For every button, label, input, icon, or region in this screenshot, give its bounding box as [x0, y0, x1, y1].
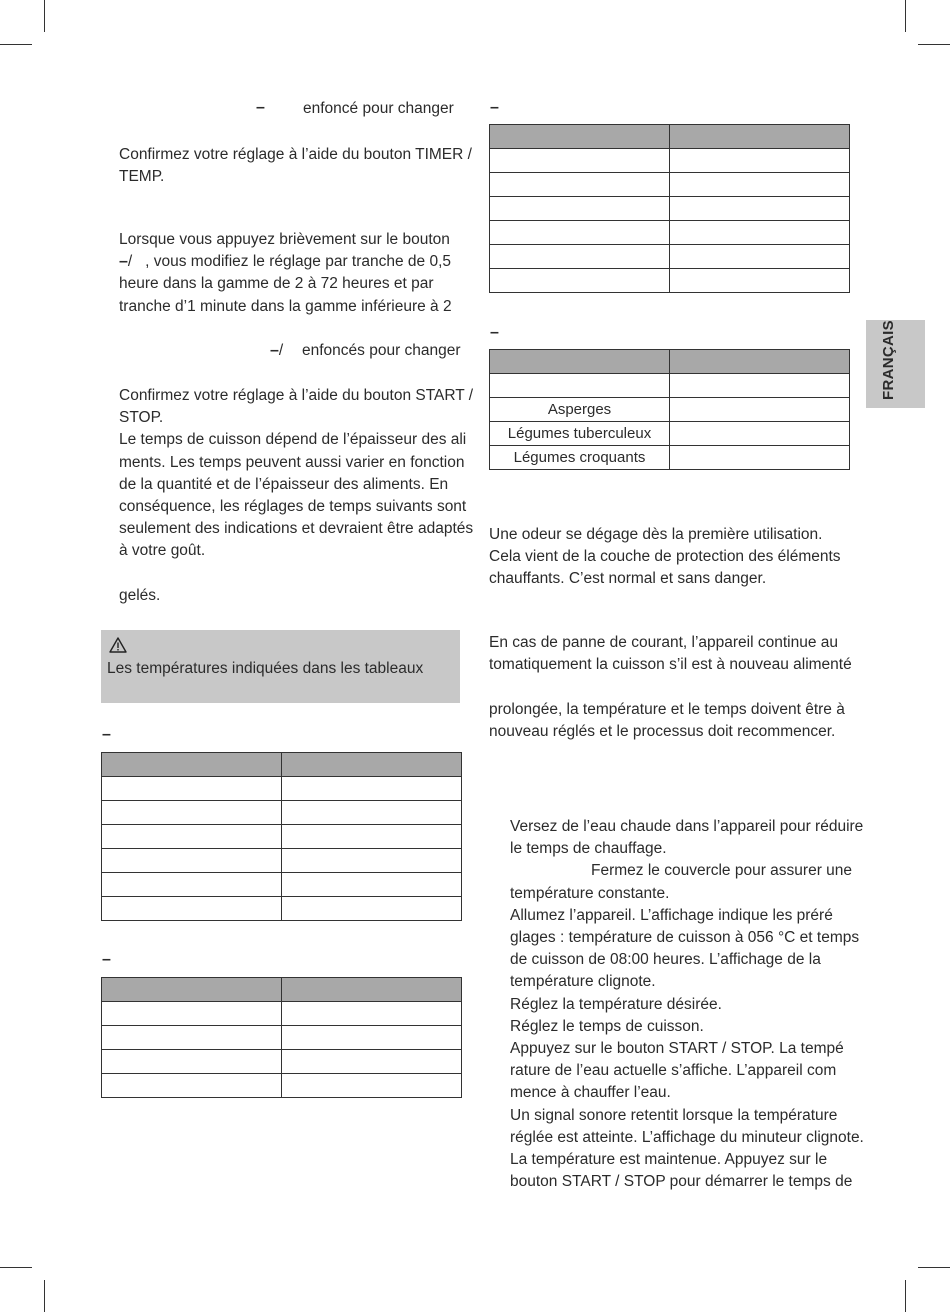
settings-table	[101, 977, 462, 1098]
table-cell	[670, 197, 850, 221]
crop-mark	[918, 1267, 950, 1268]
text-line: ments. Les temps peuvent aussi varier en fonction	[119, 453, 465, 471]
text-line: gelés.	[119, 587, 161, 604]
text-line: La température est maintenue. Appuyez sur le	[510, 1151, 828, 1169]
text-line: –/	[270, 342, 284, 359]
crop-mark	[0, 1267, 32, 1268]
table-cell	[102, 873, 282, 897]
paragraph-power-failure	[489, 632, 852, 676]
table-cell	[282, 777, 462, 801]
table-cell	[282, 1002, 462, 1026]
settings-table	[101, 752, 462, 921]
table-row	[102, 897, 462, 921]
text-fragment: Fermez le couvercle pour assurer une	[591, 862, 853, 880]
table-cell	[670, 149, 850, 173]
text-line: bouton START / STOP pour démarrer le temps de	[510, 1173, 853, 1191]
text-line: de cuisson de 08:00 heures. L’affichage de la	[510, 951, 821, 969]
text-line: réglée est atteinte. L’affichage du minuteur clignote.	[510, 1128, 864, 1146]
table-cell	[282, 801, 462, 825]
crop-mark	[0, 44, 32, 45]
table-cell	[282, 849, 462, 873]
settings-table	[489, 124, 850, 293]
text-line: Réglez le temps de cuisson.	[510, 1017, 704, 1035]
text-line: seulement des indications et devraient être adaptés	[119, 520, 474, 538]
text-line: mence à chauffer l’eau.	[510, 1084, 671, 1102]
table-cell	[102, 849, 282, 873]
table-cell	[102, 753, 282, 777]
table-row	[102, 1074, 462, 1098]
text-line: de la quantité et de l’épaisseur des aliments. En	[119, 475, 449, 493]
text-line: Réglez la température désirée.	[510, 995, 722, 1013]
table-cell	[282, 1026, 462, 1050]
text-line: prolongée, la température et le temps doivent être à	[489, 701, 845, 718]
table-row	[490, 374, 850, 398]
text-line: conséquence, les réglages de temps suivants sont	[119, 498, 467, 516]
table-cell	[490, 350, 670, 374]
vegetables-table	[489, 349, 850, 470]
text-line: Une odeur se dégage dès la première utilisation.	[489, 526, 823, 543]
table-cell	[670, 221, 850, 245]
crop-mark	[44, 1280, 45, 1312]
warning-box	[101, 630, 460, 703]
table-row	[490, 245, 850, 269]
table-row	[490, 398, 850, 422]
table-cell	[670, 269, 850, 293]
table-cell: Légumes croquants	[490, 446, 670, 470]
minus-symbol: –	[256, 99, 265, 116]
paragraph-confirm-timer	[119, 144, 472, 188]
text-line: Le temps de cuisson dépend de l’épaisseur des ali	[119, 431, 467, 449]
table-row	[102, 1002, 462, 1026]
paragraph-power-failure-2	[489, 699, 845, 743]
language-tab	[866, 320, 925, 408]
language-tab-label: FRANÇAIS	[880, 320, 897, 400]
table-header-row	[102, 753, 462, 777]
text-line: –/ , vous modifiez le réglage par tranche de 0,5	[119, 253, 452, 271]
text-line: le temps de chauffage.	[510, 840, 667, 858]
minus-symbol: –	[490, 99, 499, 116]
table-cell	[282, 753, 462, 777]
slash-text: /	[278, 342, 284, 359]
text-line: rature de l’eau actuelle s’affiche. L’appareil com	[510, 1062, 837, 1080]
table-cell	[670, 245, 850, 269]
table-cell	[102, 1050, 282, 1074]
table-cell	[282, 897, 462, 921]
table-cell	[282, 1074, 462, 1098]
table-cell	[102, 1074, 282, 1098]
crop-mark	[918, 44, 950, 45]
table-row	[102, 1026, 462, 1050]
table-row	[102, 1050, 462, 1074]
text-line: Cela vient de la couche de protection des éléments	[489, 548, 841, 566]
table-row	[490, 173, 850, 197]
minus-symbol: –	[102, 726, 111, 743]
text-line: Versez de l’eau chaude dans l’appareil pour réduire	[510, 818, 864, 835]
table-cell	[490, 245, 670, 269]
paragraph-steps	[510, 816, 864, 1193]
text-fragment: , vous modifiez le réglage par tranche de 0,5	[145, 253, 452, 271]
text-line: tomatiquement la cuisson s’il est à nouveau alimenté	[489, 656, 852, 674]
text-line: Confirmez votre réglage à l’aide du bouton START /	[119, 387, 474, 404]
table-cell	[670, 398, 850, 422]
table-cell	[490, 197, 670, 221]
table-cell	[490, 149, 670, 173]
table-row	[102, 777, 462, 801]
text-line: TEMP.	[119, 168, 165, 186]
table-cell	[670, 374, 850, 398]
paragraph-odor	[489, 524, 841, 591]
text-line: Un signal sonore retentit lorsque la température	[510, 1106, 838, 1124]
text-line: tranche d’1 minute dans la gamme inférieure à 2	[119, 297, 452, 315]
table-cell	[670, 173, 850, 197]
text-line: Lorsque vous appuyez brièvement sur le bouton	[119, 231, 450, 248]
table-cell	[282, 825, 462, 849]
table-row	[102, 801, 462, 825]
text-line: En cas de panne de courant, l’appareil continue au	[489, 634, 838, 651]
table-cell	[102, 825, 282, 849]
text-line: enfoncés pour changer	[302, 342, 461, 359]
table-row	[102, 873, 462, 897]
text-line: Confirmez votre réglage à l’aide du bouton TIMER /	[119, 146, 472, 163]
table-cell	[102, 1002, 282, 1026]
warning-text: Les températures indiquées dans les tableaux	[107, 660, 424, 677]
text-line: nouveau réglés et le processus doit recommencer.	[489, 723, 836, 741]
table-header-row	[490, 350, 850, 374]
table-cell	[490, 374, 670, 398]
text-line: température constante.	[510, 884, 670, 902]
table-cell	[670, 350, 850, 374]
table-cell	[670, 446, 850, 470]
text-line: enfoncé pour changer	[303, 100, 454, 117]
text-line: température clignote.	[510, 973, 656, 991]
table-row	[102, 825, 462, 849]
table-cell	[102, 1026, 282, 1050]
table-cell	[490, 221, 670, 245]
table-cell: Asperges	[490, 398, 670, 422]
crop-mark	[905, 0, 906, 32]
table-cell	[670, 125, 850, 149]
table-row	[490, 149, 850, 173]
table-cell	[670, 422, 850, 446]
table-row	[490, 221, 850, 245]
crop-mark	[905, 1280, 906, 1312]
text-line: heure dans la gamme de 2 à 72 heures et par	[119, 275, 434, 293]
text-line: Appuyez sur le bouton START / STOP. La tempé	[510, 1040, 844, 1058]
warning-icon	[109, 637, 127, 653]
table-cell	[102, 897, 282, 921]
table-header-row	[490, 125, 850, 149]
slash-text: /	[127, 253, 133, 271]
text-line: à votre goût.	[119, 542, 206, 560]
table-cell	[490, 125, 670, 149]
table-cell	[282, 1050, 462, 1074]
table-cell	[102, 978, 282, 1002]
crop-mark	[44, 0, 45, 32]
table-row	[490, 197, 850, 221]
table-row	[490, 446, 850, 470]
table-row	[490, 422, 850, 446]
table-cell	[490, 269, 670, 293]
table-row	[102, 849, 462, 873]
minus-symbol: –	[490, 324, 499, 341]
minus-symbol: –	[102, 951, 111, 968]
paragraph-short-press	[119, 229, 452, 318]
table-cell	[282, 978, 462, 1002]
paragraph-confirm-start	[119, 385, 473, 563]
table-cell	[102, 801, 282, 825]
text-line: STOP.	[119, 409, 164, 427]
text-line: glages : température de cuisson à 056 °C et temps	[510, 929, 860, 947]
text-line: Allumez l’appareil. L’affichage indique les préré	[510, 906, 833, 924]
text-line: chauffants. C’est normal et sans danger.	[489, 570, 767, 588]
table-header-row	[102, 978, 462, 1002]
text-line	[510, 860, 864, 882]
table-cell	[282, 873, 462, 897]
table-cell	[102, 777, 282, 801]
table-cell	[490, 173, 670, 197]
table-cell: Légumes tuberculeux	[490, 422, 670, 446]
table-row	[490, 269, 850, 293]
